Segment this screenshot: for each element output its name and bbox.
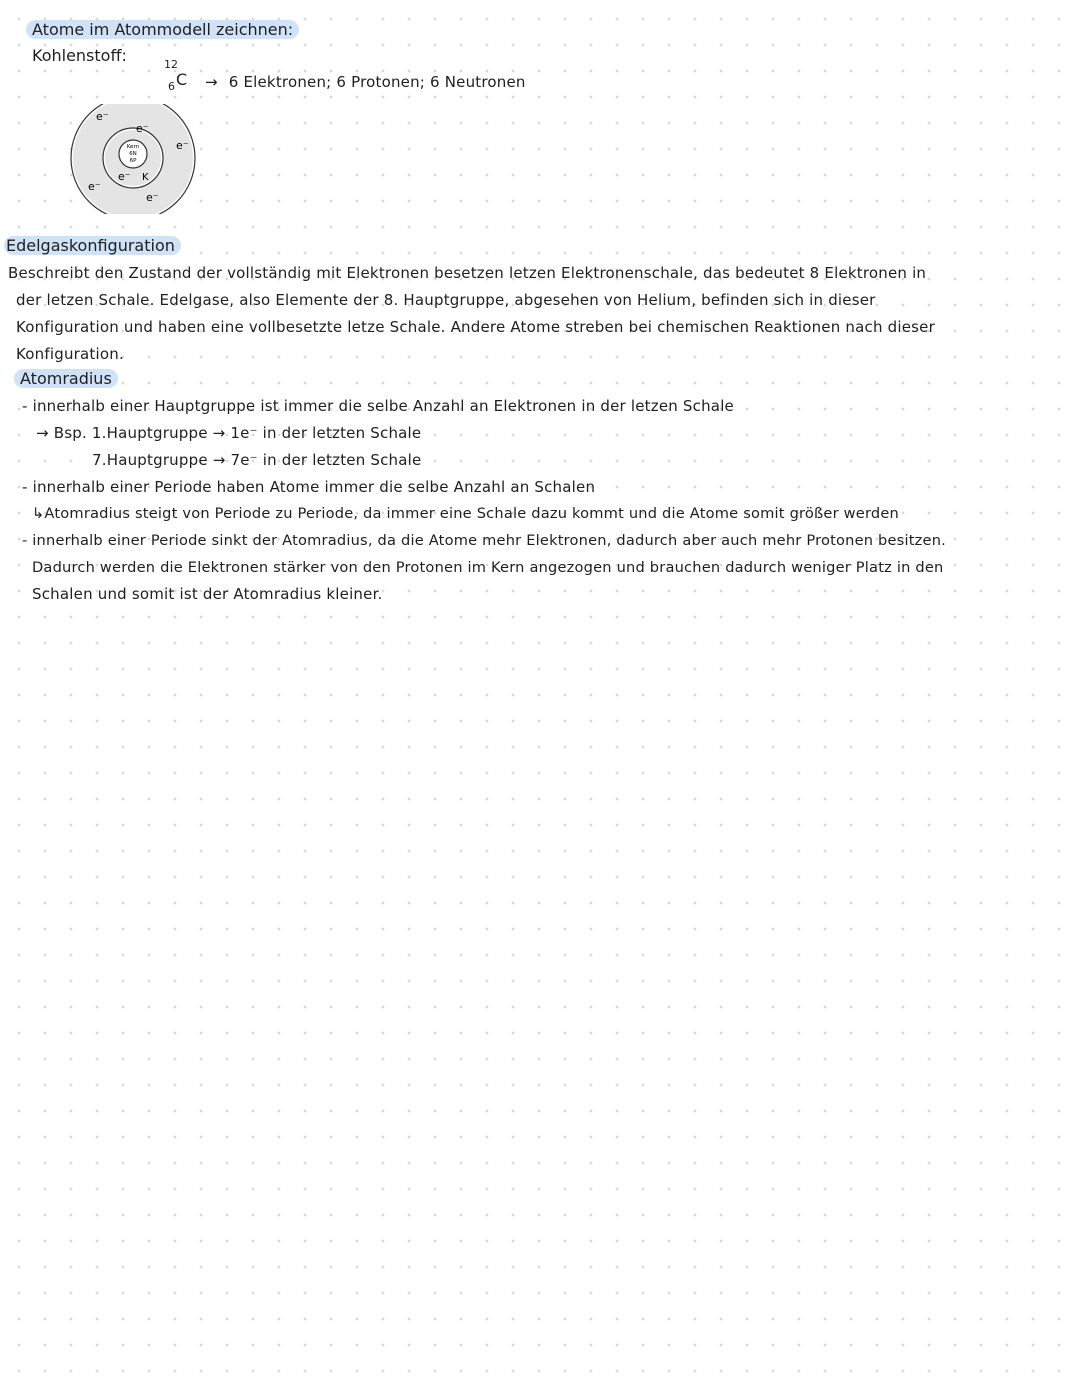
arrow-icon: → — [205, 73, 218, 91]
electron-1: e⁻ — [136, 122, 149, 135]
electron-6: e⁻ — [146, 191, 159, 204]
nucleus-line-1: Kern — [126, 144, 140, 150]
edelgas-line-1: Beschreibt den Zustand der vollständig mit Elektronen besetzen letzen Elektronenschale, das bedeutet 8 Elektronen in — [8, 264, 927, 282]
electron-5: e⁻ — [88, 180, 101, 193]
atomradius-cont-3b: Schalen und somit ist der Atomradius kleiner. — [32, 585, 383, 603]
page-heading — [26, 20, 299, 39]
edelgas-title — [4, 236, 181, 255]
atomradius-example-1: → Bsp. 1.Hauptgruppe → 1e⁻ in der letzten Schale — [36, 424, 422, 442]
carbon-notation — [164, 58, 204, 98]
atomradius-title — [14, 369, 118, 388]
atomradius-sub-2: ↳Atomradius steigt von Periode zu Periode, da immer eine Schale dazu kommt und die Atome somit größer werden — [32, 505, 899, 522]
electron-2: e⁻ — [118, 170, 131, 183]
edelgas-line-3: Konfiguration und haben eine vollbesetzte letze Schale. Andere Atome streben bei chemischen Reaktionen nach dieser — [16, 318, 935, 336]
nucleus-line-2: 6N — [129, 151, 137, 157]
atomradius-bullet-1: - innerhalb einer Hauptgruppe ist immer die selbe Anzahl an Elektronen in der letzen Schale — [22, 397, 734, 415]
atomradius-title-text: Atomradius — [14, 369, 118, 388]
electron-3: e⁻ — [96, 110, 109, 123]
atomradius-bullet-3: - innerhalb einer Periode sinkt der Atomradius, da die Atome mehr Elektronen, dadurch aber auch mehr Protonen besitzen. — [22, 532, 946, 549]
page-heading-text: Atome im Atommodell zeichnen: — [26, 20, 299, 39]
edelgas-line-4: Konfiguration. — [16, 345, 124, 363]
mass-number: 12 — [164, 58, 178, 71]
carbon-label: Kohlenstoff: — [32, 46, 127, 65]
atomradius-bullet-2: - innerhalb einer Periode haben Atome immer die selbe Anzahl an Schalen — [22, 478, 596, 496]
atomradius-example-2: 7.Hauptgruppe → 7e⁻ in der letzten Schale — [92, 451, 422, 469]
atomradius-cont-3a: Dadurch werden die Elektronen stärker von den Protonen im Kern angezogen und brauchen dadurch weniger Platz in den — [32, 559, 944, 576]
carbon-description-line — [205, 73, 526, 91]
shell-label-k: K — [142, 172, 149, 183]
element-symbol: C — [176, 70, 188, 89]
nucleus-line-3: 6P — [129, 158, 137, 164]
atom-model-diagram — [66, 104, 202, 214]
electron-4: e⁻ — [176, 139, 189, 152]
edelgas-line-2: der letzen Schale. Edelgase, also Elemente der 8. Hauptgruppe, abgesehen von Helium, befinden sich in dieser — [16, 291, 876, 309]
atomic-number: 6 — [168, 80, 175, 93]
carbon-description: 6 Elektronen; 6 Protonen; 6 Neutronen — [228, 73, 526, 91]
edelgas-title-text: Edelgaskonfiguration — [4, 236, 181, 255]
